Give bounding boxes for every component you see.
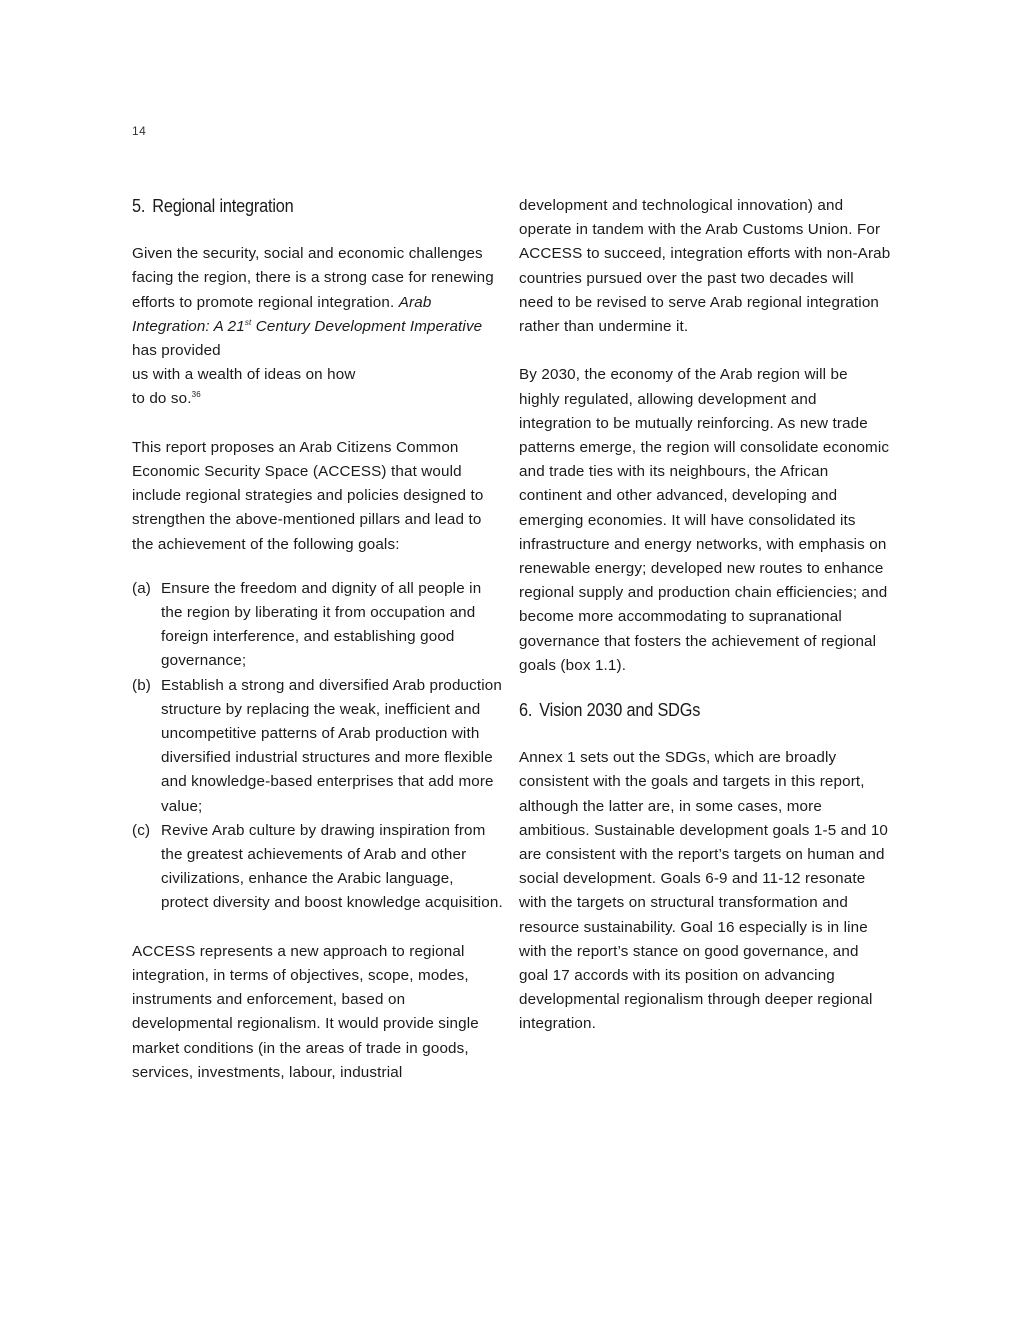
list-marker: (c) [132, 821, 151, 839]
publication-title-part: Century Development Imperative [251, 317, 483, 335]
list-item-text: Ensure the freedom and dignity of all people in the region by liberating it from occupation and foreign interference, and establishing good governance; [161, 579, 482, 670]
section-6-paragraph-1: Annex 1 sets out the SDGs, which are broadly consistent with the goals and targets in this report, although the latter are, in some cases, more ambitious. Sustainable development goals 1-5 and 10 are consistent with the report’s targets on human and social development. Goals 6-9 and 11-12 resonate with the targets on structural transformation and resource sustainability. Goal 16 especially is in line with the report’s stance on good governance, and goal 17 accords with its position on advancing developmental regionalism through deeper regional integration. [519, 749, 889, 1033]
paragraph-text: has provided [132, 342, 221, 359]
section-5-paragraph-3-continued: development and technological innovation) and operate in tandem with the Arab Customs Union. For ACCESS to succeed, integration efforts with non-Arab countries pursued over the past two decades will need to be revised to serve Arab regional integration rather than undermine it. [519, 197, 891, 336]
section-6-number: 6. [519, 699, 533, 721]
section-5-paragraph-3: ACCESS represents a new approach to regional integration, in terms of objectives, scope, modes, instruments and enforcement, based on developmental regionalism. It would provide single market conditions (in the areas of trade in goods, services, investments, labour, industrial [132, 942, 479, 1081]
section-6-title: Vision 2030 and SDGs [539, 699, 701, 721]
section-5-title: Regional integration [152, 195, 294, 216]
list-item [132, 674, 504, 819]
footnote-reference: 36 [191, 390, 201, 400]
paragraph-text: us with a wealth of ideas on how [132, 366, 356, 384]
list-marker: (b) [132, 676, 152, 694]
section-5-number: 5. [132, 195, 146, 216]
goals-list [132, 577, 504, 916]
section-5-heading [132, 194, 459, 218]
list-item-text: Establish a strong and diversified Arab production structure by replacing the weak, inefficient and uncompetitive patterns of Arab production with diversified industrial structures and more flexible and knowledge-based enterprises that add more value; [161, 676, 502, 815]
list-item-text: Revive Arab culture by drawing inspiration from the greatest achievements of Arab and other civilizations, enhance the Arabic language, protect diversity and boost knowledge acquisition. [161, 821, 503, 912]
publication-title-part: Arab Integration: A 21 [132, 293, 432, 335]
right-column [519, 194, 891, 1037]
paragraph-text: to do so. [132, 390, 192, 408]
page-number: 14 [132, 124, 147, 138]
list-item [132, 577, 504, 674]
section-5-paragraph-4: By 2030, the economy of the Arab region will be highly regulated, allowing development and integration to be mutually reinforcing. As new trade patterns emerge, the region will consolidate economic and trade ties with its neighbours, the African continent and other advanced, developing and emerging economies. It will have consolidated its infrastructure and energy networks, with emphasis on renewable energy; developed new routes to enhance regional supply and production chain efficiencies; and become more accommodating to supranational governance that fosters the achievement of regional goals (box 1.1). [519, 366, 890, 674]
list-marker: (a) [132, 579, 152, 597]
list-item [132, 819, 504, 916]
ordinal-suffix: st [244, 317, 252, 327]
paragraph-text: Given the security, social and economic challenges facing the region, there is a strong case for renewing efforts to promote regional integration. [132, 245, 494, 311]
section-6-heading [519, 698, 846, 722]
section-5-paragraph-1 [132, 242, 504, 411]
section-5-paragraph-2: This report proposes an Arab Citizens Common Economic Security Space (ACCESS) that would include regional strategies and policies designed to strengthen the above-mentioned pillars and lead to the achievement of the following goals: [132, 438, 484, 553]
left-column [132, 194, 504, 1085]
